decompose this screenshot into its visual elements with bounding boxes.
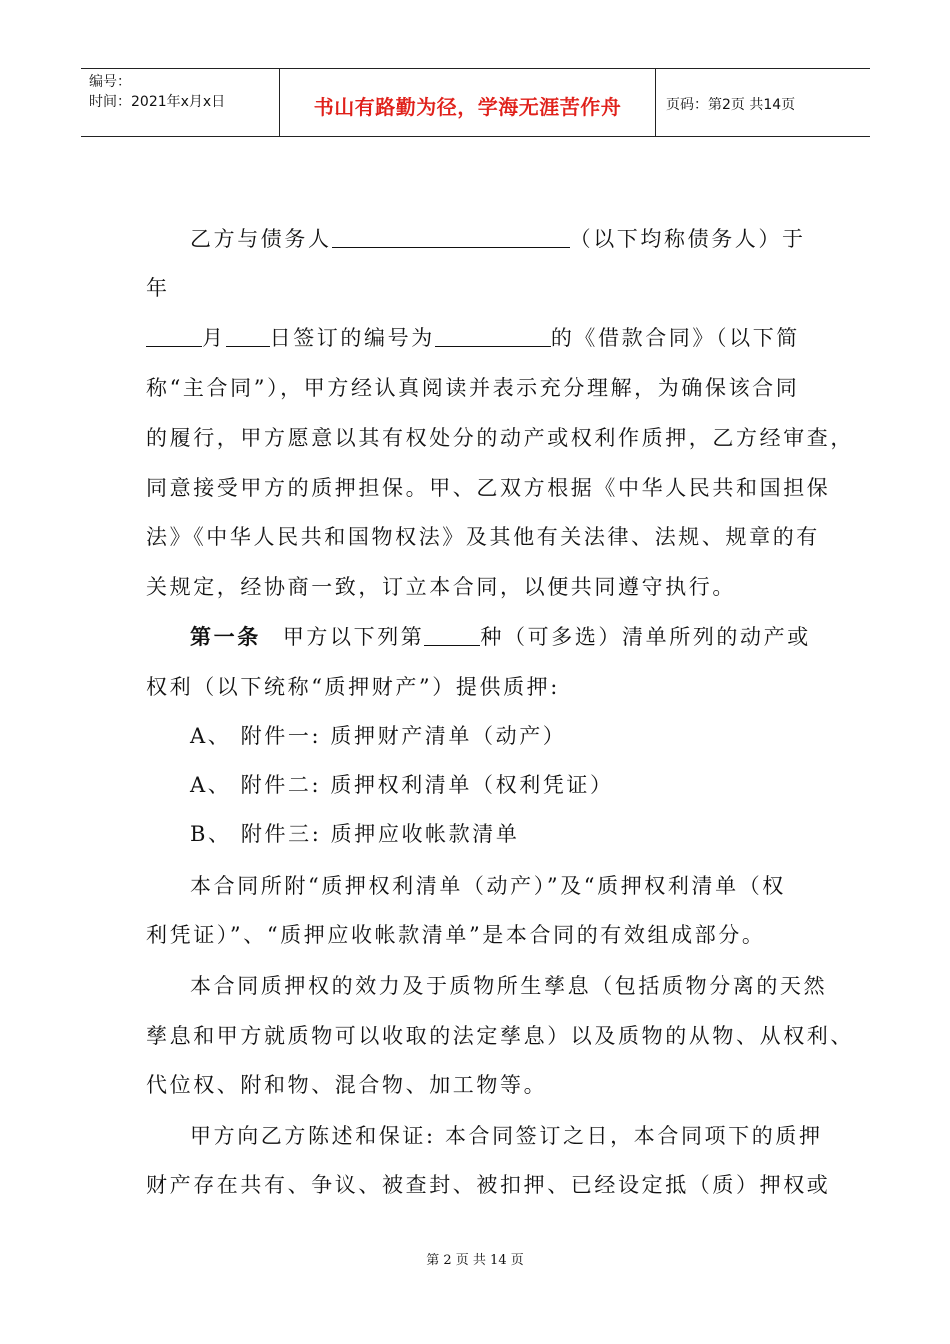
- text-span: 日签订的编号为: [269, 326, 435, 350]
- body-line: 权利（以下统称“质押财产”）提供质押:: [146, 675, 560, 699]
- body-line: 孳息和甲方就质物可以收取的法定孳息）以及质物的从物、从权利、: [146, 1024, 854, 1048]
- attachment-item: B、 附件三: 质押应收帐款清单: [190, 822, 520, 846]
- text-span: 甲方以下列第: [282, 625, 425, 649]
- blank-month: [146, 326, 202, 347]
- body-line: 代位权、附和物、混合物、加工物等。: [146, 1073, 548, 1097]
- blank-option-number: [424, 625, 480, 646]
- body-line: 年: [146, 276, 170, 300]
- document-number-label: 编号：: [89, 74, 131, 90]
- attachment-item: A、 附件二: 质押权利清单（权利凭证）: [190, 773, 614, 797]
- body-line: 本合同质押权的效力及于质物所生孳息（包括质物分离的天然: [190, 974, 828, 998]
- body-line: 本合同所附“质押权利清单（动产）”及“质押权利清单（权: [190, 874, 786, 898]
- article-1-line: [190, 621, 811, 651]
- header-page-label: 页码：第2页 共14页: [666, 97, 796, 113]
- header-motto-cell: [280, 69, 656, 136]
- blank-debtor: [332, 227, 570, 248]
- text-span: 月: [202, 326, 226, 350]
- header-page-cell: [656, 69, 870, 136]
- body-line: 甲方向乙方陈述和保证: 本合同签订之日，本合同项下的质押: [190, 1124, 823, 1148]
- text-span: 的《借款合同》（以下简: [550, 326, 800, 350]
- body-line: 称“主合同”），甲方经认真阅读并表示充分理解，为确保该合同: [146, 376, 800, 400]
- body-line: 关规定，经协商一致，订立本合同，以便共同遵守执行。: [146, 575, 736, 599]
- text-span: （以下均称债务人）于: [569, 227, 806, 251]
- body-line: [146, 322, 800, 352]
- article-1-title: 第一条: [190, 624, 261, 649]
- body-line: 法》《中华人民共和国物权法》及其他有关法律、法规、规章的有: [146, 525, 820, 549]
- blank-day: [226, 326, 270, 347]
- text-span: 种（可多选）清单所列的动产或: [480, 625, 811, 649]
- page-footer: 第 2 页 共 14 页: [426, 1253, 524, 1268]
- text-span: 乙方与债务人: [190, 227, 332, 251]
- document-date-label: 时间：2021年x月x日: [89, 94, 226, 110]
- document-header: [81, 68, 870, 137]
- body-line: 同意接受甲方的质押担保。甲、乙双方根据《中华人民共和国担保: [146, 476, 831, 500]
- body-line: 的履行，甲方愿意以其有权处分的动产或权利作质押，乙方经审查，: [146, 426, 854, 450]
- blank-contract-number: [435, 326, 551, 347]
- body-line: 利凭证）”、“质押应收帐款清单”是本合同的有效组成部分。: [146, 923, 766, 947]
- header-info-cell: [81, 69, 280, 136]
- body-line: 财产存在共有、争议、被查封、被扣押、已经设定抵（质）押权或: [146, 1173, 831, 1197]
- attachment-item: A、 附件一: 质押财产清单（动产）: [190, 724, 567, 748]
- body-line: [190, 223, 806, 253]
- motto-text: 书山有路勤为径，学海无涯苦作舟: [313, 95, 622, 119]
